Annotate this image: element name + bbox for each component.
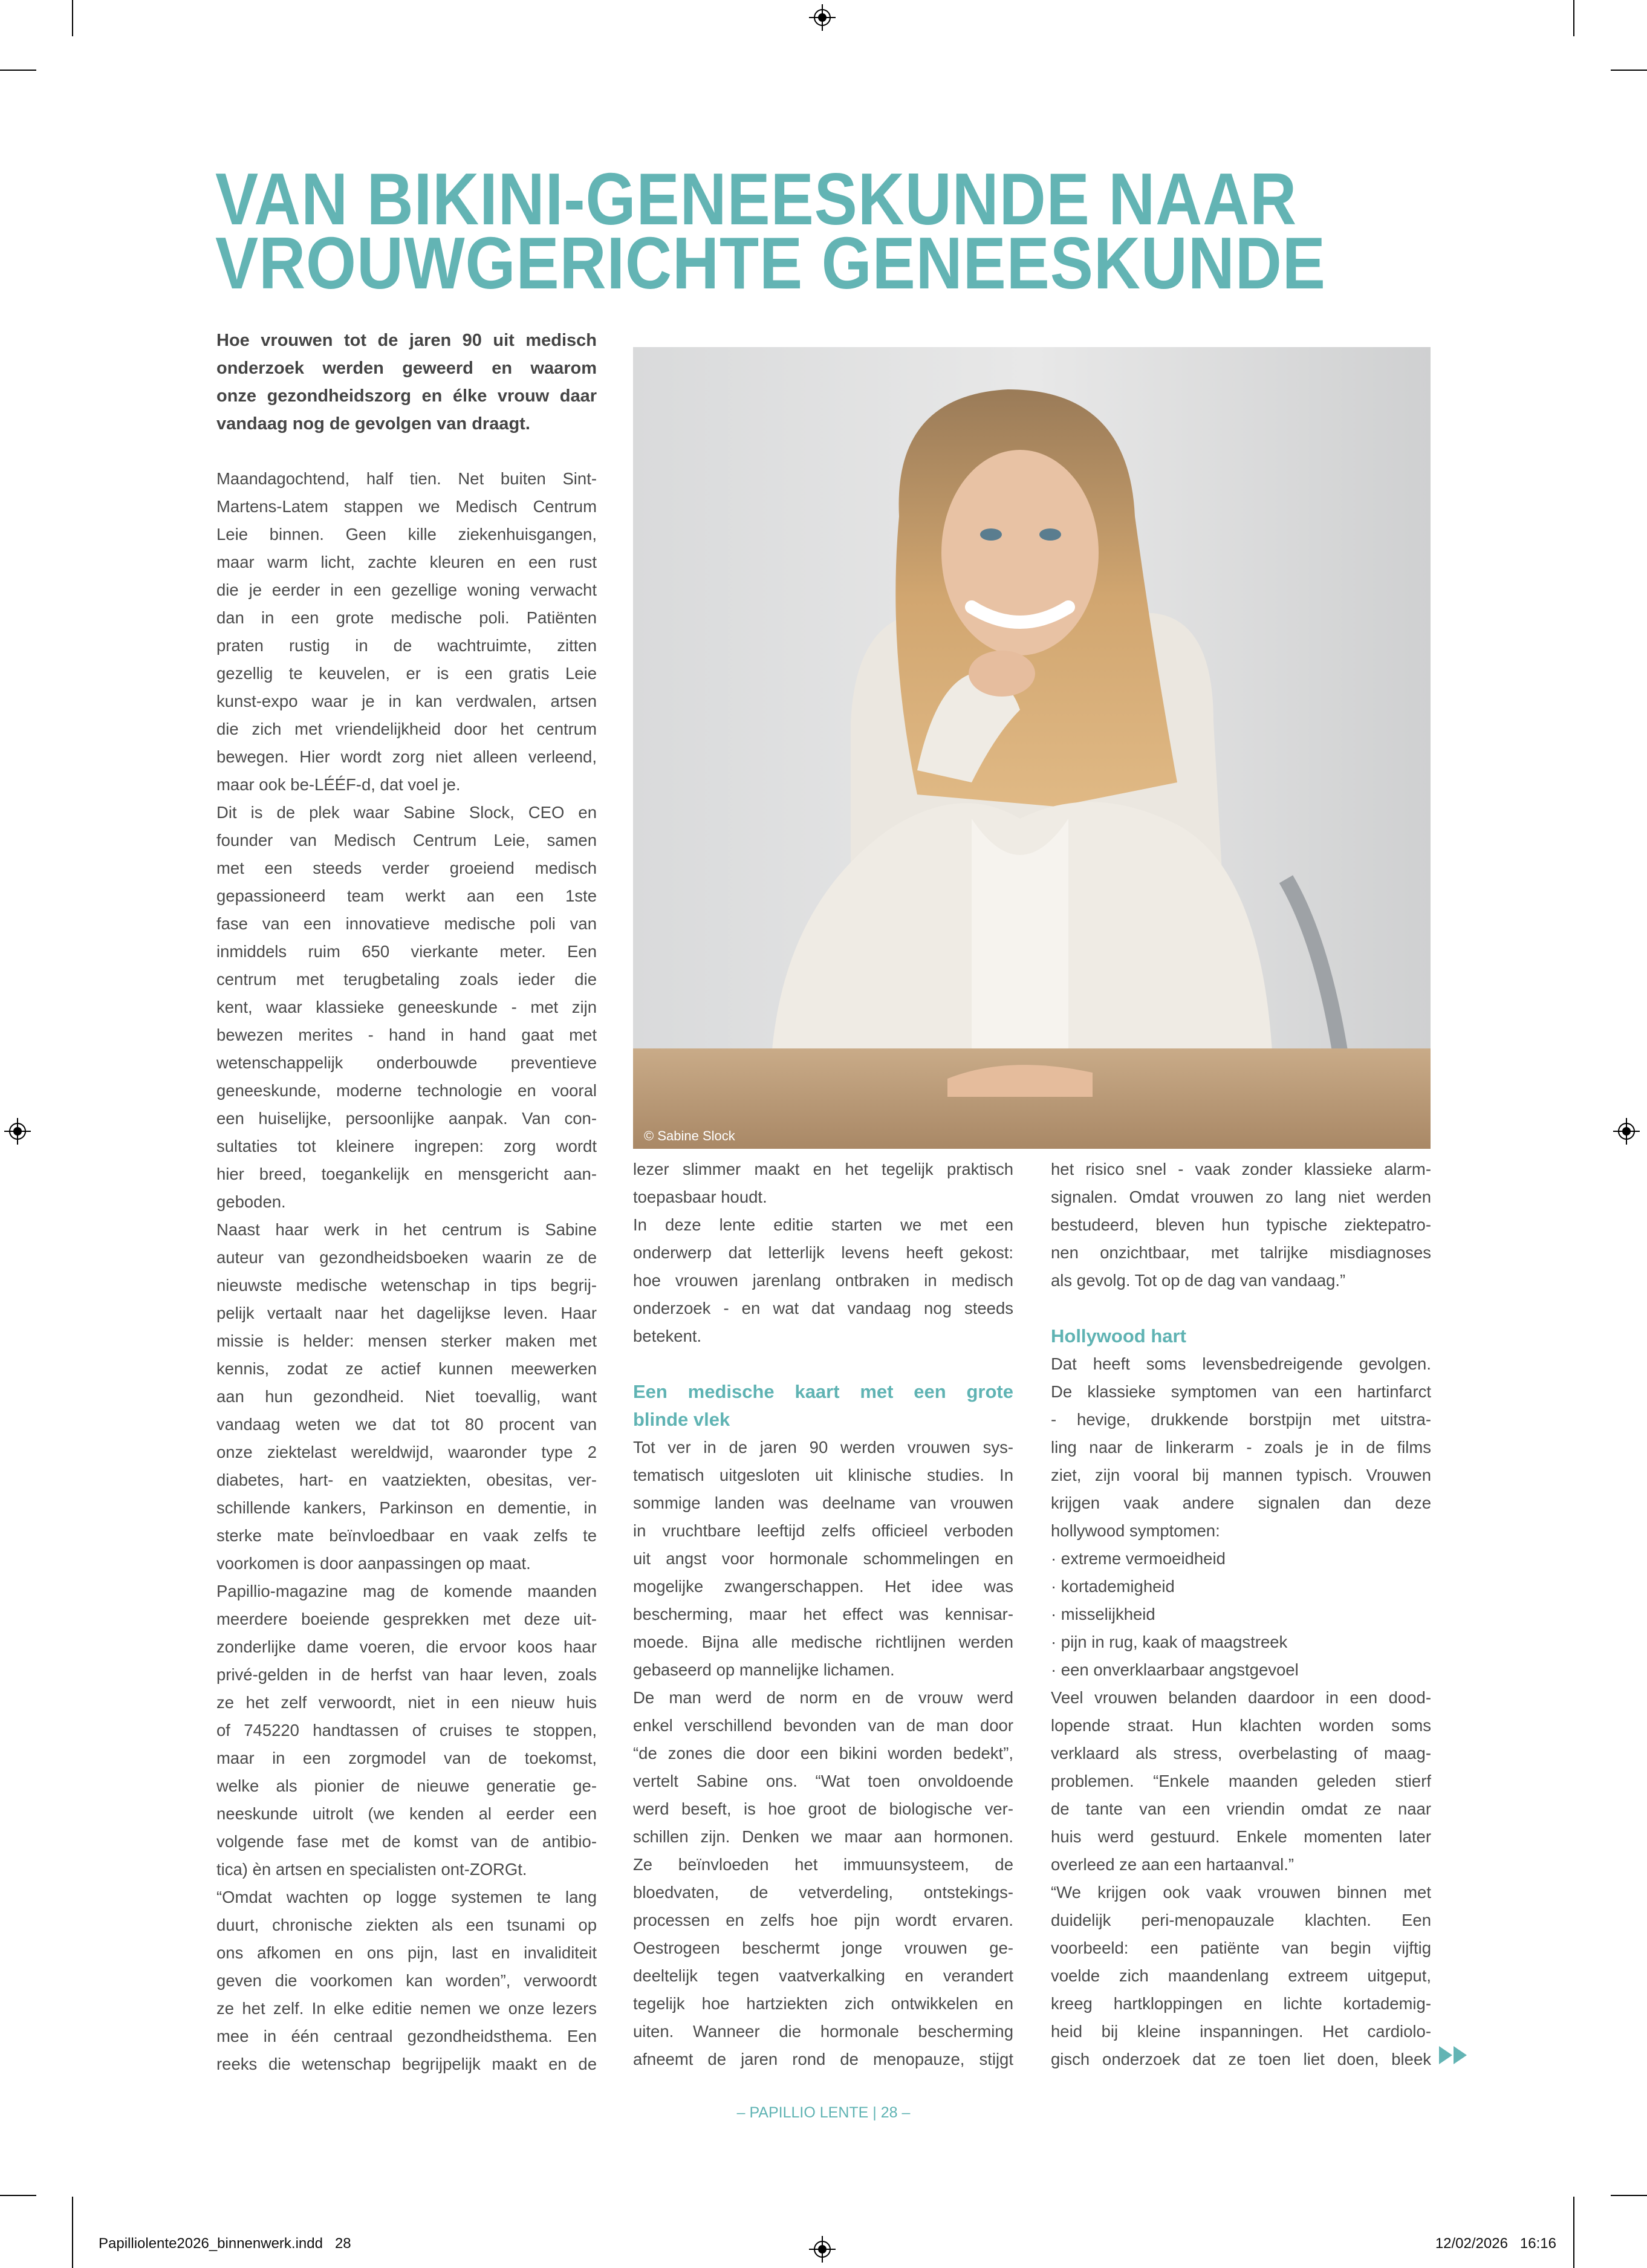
text-line: privé-gelden in de herfst van haar leven, zoals <box>216 1665 597 1684</box>
text-line: Maandagochtend, half tien. Net buiten Sint- <box>216 469 597 488</box>
text-line: dan in een grote medische poli. Patiënten <box>216 608 597 627</box>
text-line: bestudeerd, bleven hun typische ziektepatro- <box>1051 1215 1431 1234</box>
crop-mark <box>1611 2195 1647 2196</box>
text-line: meerdere boeiende gesprekken met deze uit- <box>216 1610 597 1628</box>
text-line: hoe vrouwen jarenlang ontbraken in medisch <box>633 1271 1013 1290</box>
text-line: als gevolg. Tot op de dag van vandaag.” <box>1051 1271 1346 1290</box>
text-line: enkel verschillend bevonden van de man door <box>633 1716 1013 1735</box>
slug-datetime: 12/02/2026 16:16 <box>1435 2235 1556 2252</box>
paragraph <box>216 1578 597 1883</box>
text-line: kent, waar klassieke geneeskunde - met zijn <box>216 998 597 1016</box>
text-line: krijgen vaak andere signalen dan deze <box>1051 1493 1431 1512</box>
text-line: kennis, zodat ze actief kunnen meewerken <box>216 1359 597 1378</box>
text-line: In deze lente editie starten we met een <box>633 1215 1013 1234</box>
registration-mark-icon <box>809 4 836 31</box>
list-item: · pijn in rug, kaak of maagstreek <box>1051 1633 1288 1651</box>
text-line: huis werd gestuurd. Enkele momenten later <box>1051 1827 1431 1846</box>
paragraph <box>1051 1155 1431 1295</box>
text-line: auteur van gezondheidsboeken waarin ze de <box>216 1248 597 1267</box>
crop-mark <box>1573 2197 1574 2268</box>
slug-filename: Papilliolente2026_binnenwerk.indd 28 <box>99 2235 351 2252</box>
list-item: · extreme vermoeidheid <box>1051 1549 1226 1568</box>
text-line: voorkomen is door aanpassingen op maat. <box>216 1554 531 1573</box>
text-line: Tot ver in de jaren 90 werden vrouwen sys- <box>633 1438 1013 1457</box>
text-line: heid bij kleine inspanningen. Het cardiolo- <box>1051 2022 1431 2041</box>
paragraph-gap <box>1051 1295 1431 1322</box>
text-line: diabetes, hart- en vaatziekten, obesitas, ver- <box>216 1470 597 1489</box>
list-item: · een onverklaarbaar angstgevoel <box>1051 1660 1299 1679</box>
text-line: reeks die wetenschap begrijpelijk maakt en de <box>216 2055 597 2073</box>
text-line: Papillio-magazine mag de komende maanden <box>216 1582 597 1600</box>
text-line: gebaseerd op mannelijke lichamen. <box>633 1660 895 1679</box>
text-line: De klassieke symptomen van een hartinfarct <box>1051 1382 1431 1401</box>
portrait-image <box>633 347 1431 1149</box>
crop-mark <box>1611 70 1647 71</box>
text-line: uiten. Wanneer die hormonale bescherming <box>633 2022 1013 2041</box>
text-line: vandaag weten we dat tot 80 procent van <box>216 1415 597 1434</box>
text-column-3 <box>1051 1155 1431 2073</box>
portrait-photo <box>633 347 1431 1149</box>
text-line: in vruchtbare leeftijd zelfs officieel verboden <box>633 1521 1013 1540</box>
intro-line: Hoe vrouwen tot de jaren 90 uit medisch <box>216 331 597 350</box>
text-line: de tante van een vriendin omdat ze naar <box>1051 1799 1431 1818</box>
crop-mark <box>72 2197 73 2268</box>
paragraph <box>633 1155 1013 1211</box>
text-line: missie is helder: mensen sterker maken met <box>216 1331 597 1350</box>
registration-mark-icon <box>1613 1118 1640 1145</box>
paragraph <box>216 1883 597 2078</box>
text-line: het risico snel - vaak zonder klassieke alarm- <box>1051 1160 1431 1178</box>
text-line: praten rustig in de wachtruimte, zitten <box>216 636 597 655</box>
paragraph-gap <box>633 1350 1013 1378</box>
text-line: neeskunde uitrolt (we kenden al eerder een <box>216 1804 597 1823</box>
text-line: werd beseft, is hoe groot de biologische ver- <box>633 1799 1013 1818</box>
text-line: hollywood symptomen: <box>1051 1521 1220 1540</box>
text-line: sommige landen was deelname van vrouwen <box>633 1493 1013 1512</box>
text-line: maar ook be-LÉÉF-d, dat voel je. <box>216 775 461 794</box>
text-line: duidelijk peri-menopauzale klachten. Een <box>1051 1911 1431 1929</box>
double-triangle-right-icon[interactable] <box>1439 2045 1469 2065</box>
text-line: voorbeeld: een patiënte van begin vijftig <box>1051 1938 1431 1957</box>
text-line: lopende straat. Hun klachten worden soms <box>1051 1716 1431 1735</box>
text-line: fase van een innovatieve medische poli van <box>216 914 597 933</box>
paragraph <box>216 1216 597 1578</box>
text-line: tegelijk hoe hartziekten zich ontwikkelen en <box>633 1994 1013 2013</box>
section-heading <box>633 1378 1013 1434</box>
text-line: uit angst voor hormonale schommelingen en <box>633 1549 1013 1568</box>
text-line: geneeskunde, moderne technologie en vooral <box>216 1081 597 1100</box>
text-line: blinde vlek <box>633 1409 730 1430</box>
section-heading <box>1051 1322 1431 1350</box>
text-line: kunst-expo waar je in kan verdwalen, artsen <box>216 692 597 710</box>
text-line: bewegen. Hier wordt zorg niet alleen verleend, <box>216 747 597 766</box>
paragraph <box>633 1684 1013 2073</box>
text-line: sultaties tot kleinere ingrepen: zorg wordt <box>216 1137 597 1155</box>
text-line: centrum met terugbetaling zoals ieder die <box>216 970 597 989</box>
text-line: inmiddels ruim 650 vierkante meter. Een <box>216 942 597 961</box>
text-line: mogelijke zwangerschappen. Het idee was <box>633 1577 1013 1596</box>
text-line: ling naar de linkerarm - zoals je in de films <box>1051 1438 1431 1457</box>
text-line: tematisch uitgesloten uit klinische studies. In <box>633 1466 1013 1484</box>
text-line: onze ziektelast wereldwijd, waaronder type 2 <box>216 1443 597 1461</box>
text-line: “We krijgen ook vaak vrouwen binnen met <box>1051 1883 1431 1902</box>
text-line: of 745220 handtassen of cruises te stoppen, <box>216 1721 597 1740</box>
text-line: sterke mate beïnvloedbaar en vaak zelfs te <box>216 1526 597 1545</box>
text-line: betekent. <box>633 1327 702 1345</box>
text-line: pelijk vertaalt naar het dagelijkse leven. Haar <box>216 1304 597 1322</box>
text-line: Leie binnen. Geen kille ziekenhuisgangen, <box>216 525 597 544</box>
text-line: gezellig te keuvelen, er is een gratis Leie <box>216 664 597 683</box>
paragraph <box>633 1434 1013 1684</box>
text-line: overleed ze aan een hartaanval.” <box>1051 1855 1295 1874</box>
text-line: ze het zelf verwoordt, niet in een nieuw huis <box>216 1693 597 1712</box>
paragraph <box>216 465 597 799</box>
photo-credit: © Sabine Slock <box>644 1128 735 1143</box>
text-line: verklaard als stress, overbelasting of maag- <box>1051 1744 1431 1763</box>
text-line: lezer slimmer maakt en het tegelijk praktisch <box>633 1160 1013 1178</box>
crop-mark <box>1573 0 1574 36</box>
text-line: gisch onderzoek dat ze toen liet doen, bleek <box>1051 2050 1431 2068</box>
text-line: Dit is de plek waar Sabine Slock, CEO en <box>216 803 597 822</box>
crop-mark <box>0 2195 36 2196</box>
text-line: welke als pionier de nieuwe generatie ge- <box>216 1776 597 1795</box>
text-line: founder van Medisch Centrum Leie, samen <box>216 831 597 850</box>
list-item: · kortademigheid <box>1051 1577 1175 1596</box>
text-line: processen en zelfs hoe pijn wordt ervaren. <box>633 1911 1013 1929</box>
text-line: “Omdat wachten op logge systemen te lang <box>216 1888 597 1906</box>
text-line: Veel vrouwen belanden daardoor in een dood- <box>1051 1688 1431 1707</box>
article-title-line-1: VAN BIKINI-GENEESKUNDE NAAR <box>215 158 1298 240</box>
text-line: gepassioneerd team werkt aan een 1ste <box>216 886 597 905</box>
text-line: schillende kankers, Parkinson en dementie, in <box>216 1498 597 1517</box>
text-line: ziet, zijn vooral bij mannen typisch. Vrouwen <box>1051 1466 1431 1484</box>
article-title-line-2: VROUWGERICHTE GENEESKUNDE <box>215 222 1326 304</box>
paragraph <box>216 799 597 1216</box>
text-line: volgende fase met de komst van de antibio- <box>216 1832 597 1851</box>
intro-line: onderzoek werden geweerd en waarom <box>216 359 597 378</box>
intro-line: vandaag nog de gevolgen van draagt. <box>216 414 530 434</box>
text-column-2 <box>633 1155 1013 2073</box>
text-line: maar in een zorgmodel van de toekomst, <box>216 1749 597 1767</box>
text-line: Oestrogeen beschermt jonge vrouwen ge- <box>633 1938 1013 1957</box>
text-line: tica) èn artsen en specialisten ont-ZORGt. <box>216 1860 527 1879</box>
text-line: Dat heeft soms levensbedreigende gevolgen. <box>1051 1354 1431 1373</box>
text-line: ons afkomen en ons pijn, last en invaliditeit <box>216 1943 597 1962</box>
text-line: moede. Bijna alle medische richtlijnen werden <box>633 1633 1013 1651</box>
article-title <box>215 158 1326 304</box>
text-line: onderzoek - en wat dat vandaag nog steeds <box>633 1299 1013 1318</box>
text-line: geboden. <box>216 1192 286 1211</box>
registration-mark-icon <box>809 2236 836 2263</box>
bullet-list <box>1051 1545 1431 1684</box>
text-line: schillen zijn. Denken we maar aan hormonen. <box>633 1827 1013 1846</box>
paragraph <box>1051 1350 1431 1545</box>
text-line: wetenschappelijk onderbouwde preventieve <box>216 1053 597 1072</box>
text-line: Naast haar werk in het centrum is Sabine <box>216 1220 597 1239</box>
text-line: mee in één centraal gezondheidsthema. Een <box>216 2027 597 2045</box>
text-line: “de zones die door een bikini worden bedekt”, <box>633 1744 1013 1763</box>
text-column-1 <box>216 465 597 2078</box>
text-line: maar warm licht, zachte kleuren en een rust <box>216 553 597 571</box>
text-line: bloedvaten, de vetverdeling, ontstekings- <box>633 1883 1013 1902</box>
text-line: geven die voorkomen kan worden”, verwoordt <box>216 1971 597 1990</box>
text-line: bewezen merites - hand in hand gaat met <box>216 1025 597 1044</box>
text-line: nen onzichtbaar, met talrijke misdiagnoses <box>1051 1243 1431 1262</box>
article-intro <box>216 327 597 438</box>
text-line: hier breed, toegankelijk en mensgericht aan- <box>216 1165 597 1183</box>
text-line: nieuwste medische wetenschap in tips begrij- <box>216 1276 597 1295</box>
text-line: onderwerp dat letterlijk levens heeft gekost: <box>633 1243 1013 1262</box>
text-line: die zich met vriendelijkheid door het centrum <box>216 720 597 738</box>
crop-mark <box>0 70 36 71</box>
text-line: Een medische kaart met een grote <box>633 1381 1013 1402</box>
text-line: toepasbaar houdt. <box>633 1188 767 1206</box>
text-line: voelde zich maandenlang extreem uitgeput, <box>1051 1966 1431 1985</box>
page-folio: – PAPILLIO LENTE | 28 – <box>736 2104 911 2121</box>
registration-mark-icon <box>4 1118 31 1145</box>
text-line: problemen. “Enkele maanden geleden stierf <box>1051 1772 1431 1790</box>
text-line: ze het zelf. In elke editie nemen we onze lezers <box>216 1999 597 2018</box>
text-line: Martens-Latem stappen we Medisch Centrum <box>216 497 597 516</box>
text-line: een huiselijke, persoonlijke aanpak. Van con- <box>216 1109 597 1128</box>
text-line: signalen. Omdat vrouwen zo lang niet werden <box>1051 1188 1431 1206</box>
text-line: kreeg hartkloppingen en lichte kortademig- <box>1051 1994 1431 2013</box>
text-line: die je eerder in een gezellige woning verwacht <box>216 580 597 599</box>
text-line: bescherming, maar het effect was kennisar- <box>633 1605 1013 1623</box>
text-line: zonderlijke dame voeren, die ervoor koos haar <box>216 1637 597 1656</box>
text-line: Hollywood hart <box>1051 1325 1186 1347</box>
text-line: duurt, chronische ziekten als een tsunami op <box>216 1915 597 1934</box>
text-line: De man werd de norm en de vrouw werd <box>633 1688 1013 1707</box>
text-line: vertelt Sabine ons. “Wat toen onvoldoende <box>633 1772 1013 1790</box>
crop-mark <box>72 0 73 36</box>
text-line: Ze beïnvloeden het immuunsysteem, de <box>633 1855 1013 1874</box>
text-line: afneemt de jaren rond de menopauze, stijgt <box>633 2050 1013 2068</box>
list-item: · misselijkheid <box>1051 1605 1155 1623</box>
text-line: - hevige, drukkende borstpijn met uitstra- <box>1051 1410 1431 1429</box>
paragraph <box>1051 1879 1431 2073</box>
paragraph <box>633 1211 1013 1350</box>
text-line: deeltelijk tegen vaatverkalking en verandert <box>633 1966 1013 1985</box>
intro-line: onze gezondheidszorg en élke vrouw daar <box>216 386 597 406</box>
text-line: aan hun gezondheid. Niet toevallig, want <box>216 1387 597 1406</box>
paragraph <box>1051 1684 1431 1879</box>
text-line: met een steeds verder groeiend medisch <box>216 859 597 877</box>
